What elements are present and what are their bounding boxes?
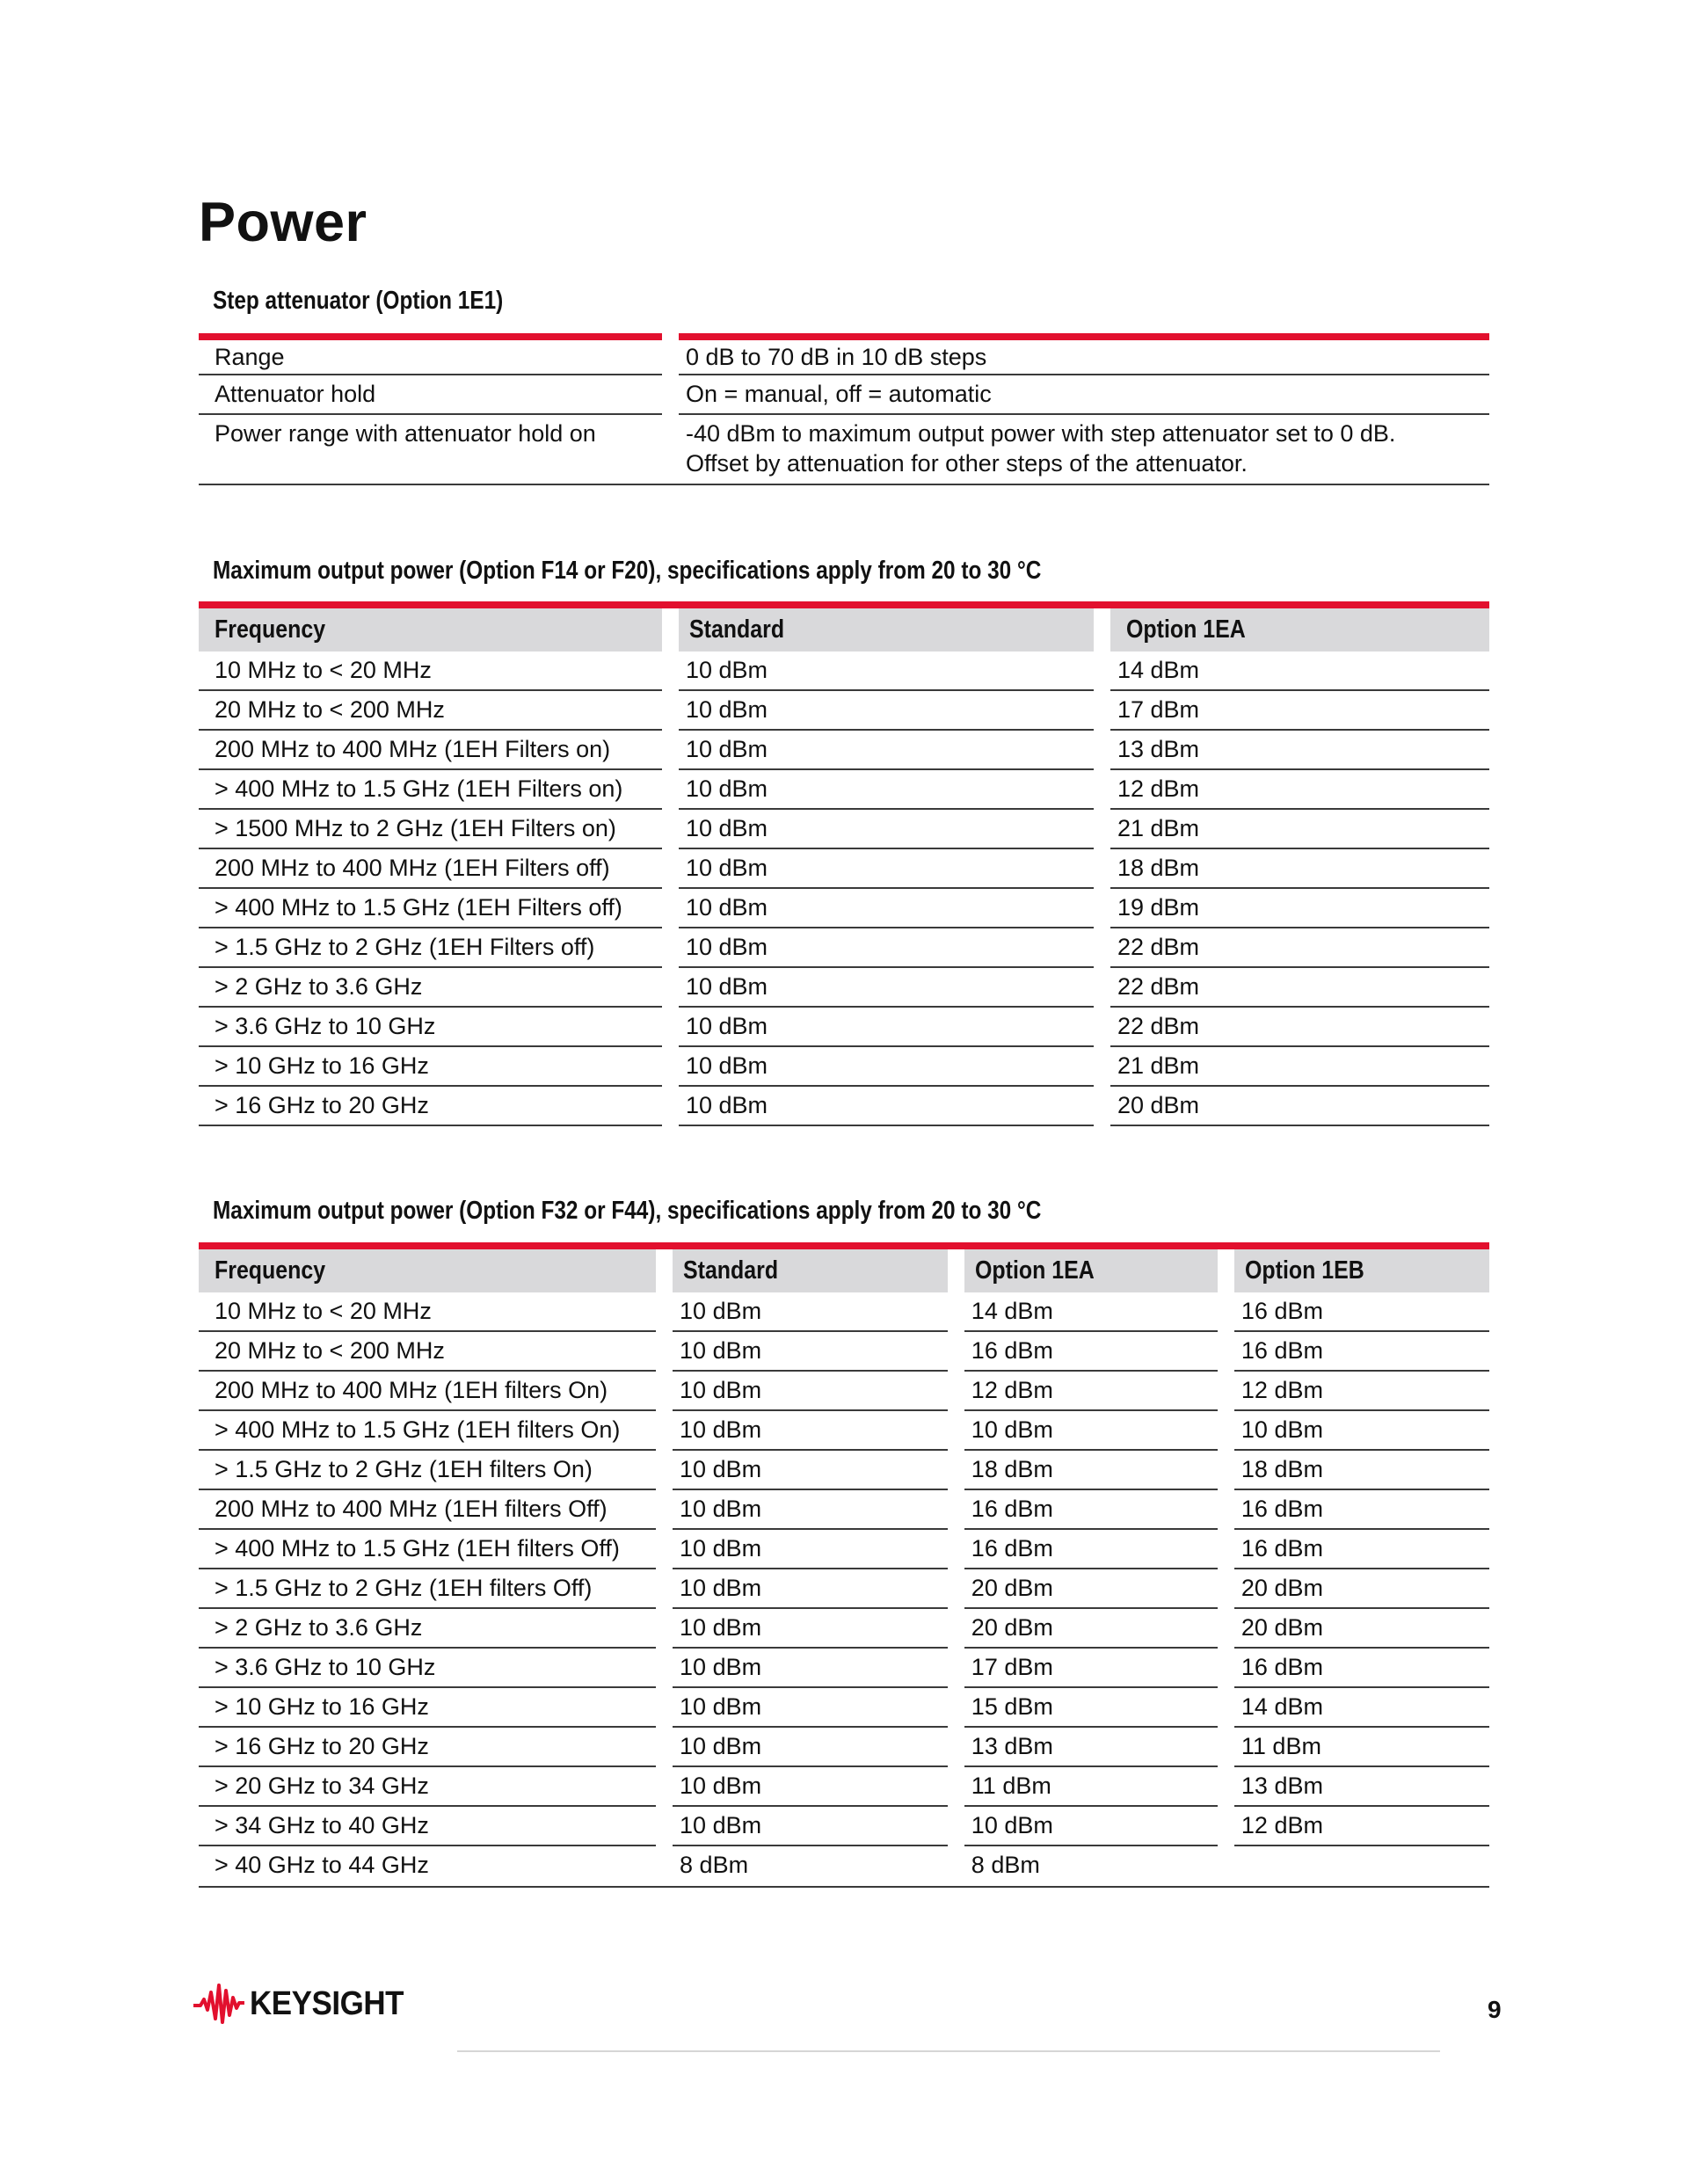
power-value-cell: 17 dBm [1110, 691, 1489, 731]
power-value-cell: 16 dBm [1234, 1649, 1489, 1688]
table-row [199, 1087, 1489, 1126]
power-value-cell: 10 dBm [679, 1087, 1094, 1126]
max-power-f14-f20-caption: Maximum output power (Option F14 or F20), specifications apply from 20 to 30 °C [213, 557, 1042, 585]
table-accent-bar [199, 333, 1489, 340]
power-value-cell: 10 dBm [679, 810, 1094, 849]
power-value-cell: 14 dBm [964, 1292, 1218, 1332]
page-title: Power [199, 192, 367, 253]
frequency-cell: > 2 GHz to 3.6 GHz [199, 1609, 656, 1649]
power-value-cell: 8 dBm [971, 1852, 1040, 1878]
power-value-cell: 14 dBm [1234, 1688, 1489, 1728]
power-value-cell: 16 dBm [1234, 1292, 1489, 1332]
power-value-cell: 10 dBm [679, 691, 1094, 731]
power-value-cell: 18 dBm [964, 1451, 1218, 1490]
table-row [199, 1451, 1489, 1490]
table-row [199, 1569, 1489, 1609]
frequency-cell: > 3.6 GHz to 10 GHz [199, 1008, 662, 1047]
power-value-cell: 18 dBm [1234, 1451, 1489, 1490]
power-value-cell: 10 dBm [679, 928, 1094, 968]
frequency-cell: 20 MHz to < 200 MHz [199, 691, 662, 731]
frequency-cell: > 34 GHz to 40 GHz [199, 1807, 656, 1846]
table-row [199, 1332, 1489, 1372]
power-value-cell: 11 dBm [1234, 1728, 1489, 1767]
power-value-cell: 10 dBm [673, 1332, 948, 1372]
table-row [199, 1609, 1489, 1649]
frequency-cell: > 16 GHz to 20 GHz [199, 1728, 656, 1767]
frequency-cell: > 400 MHz to 1.5 GHz (1EH Filters on) [199, 770, 662, 810]
frequency-cell: > 20 GHz to 34 GHz [199, 1767, 656, 1807]
table-row [199, 340, 1489, 375]
power-value-cell: 10 dBm [679, 1047, 1094, 1087]
table-row [199, 968, 1489, 1008]
frequency-cell: > 400 MHz to 1.5 GHz (1EH Filters off) [199, 889, 662, 928]
frequency-cell: > 10 GHz to 16 GHz [199, 1688, 656, 1728]
power-value-cell: 16 dBm [964, 1332, 1218, 1372]
power-value-cell: 16 dBm [1234, 1332, 1489, 1372]
power-value-cell: 16 dBm [1234, 1490, 1489, 1530]
row-label: Attenuator hold [199, 375, 662, 415]
power-value-cell: 10 dBm [673, 1490, 948, 1530]
brand-name: KEYSIGHT [250, 1984, 404, 2022]
table-row [199, 889, 1489, 928]
row-value-line-2: Offset by attenuation for other steps of the attenuator. [686, 450, 1248, 477]
table-row [199, 849, 1489, 889]
power-value-cell: 10 dBm [673, 1649, 948, 1688]
power-value-cell: 10 dBm [673, 1688, 948, 1728]
row-value [679, 415, 1489, 484]
power-value-cell: 10 dBm [673, 1767, 948, 1807]
power-value-cell: 13 dBm [1234, 1767, 1489, 1807]
power-value-cell: 10 dBm [679, 849, 1094, 889]
power-value-cell: 15 dBm [964, 1688, 1218, 1728]
table-body [199, 652, 1489, 1126]
footer-divider [457, 2050, 1440, 2052]
frequency-cell: > 1500 MHz to 2 GHz (1EH Filters on) [199, 810, 662, 849]
frequency-cell: > 400 MHz to 1.5 GHz (1EH filters Off) [199, 1530, 656, 1569]
frequency-cell: > 1.5 GHz to 2 GHz (1EH filters On) [199, 1451, 656, 1490]
power-value-cell [1234, 1846, 1489, 1886]
table-row [199, 375, 1489, 415]
frequency-cell: > 1.5 GHz to 2 GHz (1EH Filters off) [199, 928, 662, 968]
power-value-cell: 10 dBm [679, 731, 1094, 770]
table-row [199, 415, 1489, 485]
table-row [199, 810, 1489, 849]
column-header-standard: Standard [673, 1249, 948, 1292]
column-header-frequency: Frequency [199, 608, 662, 652]
table-row [199, 1767, 1489, 1807]
power-value-cell: 20 dBm [964, 1569, 1218, 1609]
power-value-cell: 12 dBm [964, 1372, 1218, 1411]
column-header-frequency: Frequency [199, 1249, 656, 1292]
power-value-cell: 22 dBm [1110, 928, 1489, 968]
power-value-cell: 14 dBm [1110, 652, 1489, 691]
table-row [199, 1490, 1489, 1530]
table-row [199, 1649, 1489, 1688]
power-value-cell: 20 dBm [1234, 1609, 1489, 1649]
step-attenuator-table [199, 333, 1489, 485]
frequency-cell: > 2 GHz to 3.6 GHz [199, 968, 662, 1008]
power-value-cell: 22 dBm [1110, 1008, 1489, 1047]
power-value-cell: 10 dBm [673, 1292, 948, 1332]
table-row [199, 1047, 1489, 1087]
row-value-line-1: -40 dBm to maximum output power with step attenuator set to 0 dB. [686, 420, 1396, 447]
frequency-cell: > 3.6 GHz to 10 GHz [199, 1649, 656, 1688]
power-value-cell: 21 dBm [1110, 1047, 1489, 1087]
power-value-cell: 10 dBm [673, 1530, 948, 1569]
power-value-cell: 10 dBm [673, 1451, 948, 1490]
table-row [199, 652, 1489, 691]
power-value-cell: 10 dBm [673, 1411, 948, 1451]
power-value-cell: 19 dBm [1110, 889, 1489, 928]
frequency-cell: 200 MHz to 400 MHz (1EH filters Off) [199, 1490, 656, 1530]
table-row [199, 1846, 1489, 1888]
power-value-cell: 21 dBm [1110, 810, 1489, 849]
table-row [199, 1530, 1489, 1569]
table-body [199, 1292, 1489, 1888]
power-value-cell: 10 dBm [673, 1807, 948, 1846]
table-row [199, 1807, 1489, 1846]
power-value-cell: 10 dBm [679, 889, 1094, 928]
column-header-option-1eb: Option 1EB [1234, 1249, 1489, 1292]
frequency-cell: > 1.5 GHz to 2 GHz (1EH filters Off) [199, 1569, 656, 1609]
frequency-cell: 200 MHz to 400 MHz (1EH Filters on) [199, 731, 662, 770]
table-row [199, 1688, 1489, 1728]
power-value-cell: 13 dBm [964, 1728, 1218, 1767]
column-header-standard: Standard [679, 608, 1094, 652]
frequency-cell: 10 MHz to < 20 MHz [199, 1292, 656, 1332]
table-row [199, 691, 1489, 731]
power-value-cell: 10 dBm [673, 1728, 948, 1767]
power-value-cell: 10 dBm [673, 1569, 948, 1609]
step-attenuator-caption: Step attenuator (Option 1E1) [213, 287, 504, 315]
power-value-cell: 10 dBm [679, 652, 1094, 691]
table-row [199, 928, 1489, 968]
power-value-cell: 10 dBm [673, 1372, 948, 1411]
power-value-cell: 16 dBm [964, 1530, 1218, 1569]
frequency-cell: > 16 GHz to 20 GHz [199, 1087, 662, 1126]
column-header-option-1ea: Option 1EA [1110, 608, 1489, 652]
table-row [199, 731, 1489, 770]
power-value-cell: 11 dBm [964, 1767, 1218, 1807]
row-label: Power range with attenuator hold on [215, 420, 596, 447]
table-row [199, 1372, 1489, 1411]
power-value-cell: 10 dBm [679, 1008, 1094, 1047]
power-value-cell: 20 dBm [1110, 1087, 1489, 1126]
power-value-cell: 8 dBm [680, 1852, 749, 1878]
frequency-cell: 10 MHz to < 20 MHz [199, 652, 662, 691]
row-label: Range [199, 340, 662, 375]
power-value-cell: 20 dBm [1234, 1569, 1489, 1609]
power-value-cell: 12 dBm [1110, 770, 1489, 810]
power-value-cell: 22 dBm [1110, 968, 1489, 1008]
power-value-cell: 10 dBm [673, 1609, 948, 1649]
column-header-option-1ea: Option 1EA [964, 1249, 1218, 1292]
table-row [199, 1411, 1489, 1451]
page-number: 9 [1488, 1996, 1502, 2023]
frequency-cell: > 400 MHz to 1.5 GHz (1EH filters On) [199, 1411, 656, 1451]
table-row [199, 1008, 1489, 1047]
frequency-cell: > 10 GHz to 16 GHz [199, 1047, 662, 1087]
table-accent-bar [199, 1242, 1489, 1249]
max-power-f32-f44-caption: Maximum output power (Option F32 or F44), specifications apply from 20 to 30 °C [213, 1197, 1042, 1225]
power-value-cell: 18 dBm [1110, 849, 1489, 889]
table-row [199, 770, 1489, 810]
table-row [199, 1292, 1489, 1332]
power-value-cell: 10 dBm [964, 1411, 1218, 1451]
frequency-cell: 200 MHz to 400 MHz (1EH Filters off) [199, 849, 662, 889]
power-value-cell: 12 dBm [1234, 1372, 1489, 1411]
power-value-cell: 10 dBm [679, 968, 1094, 1008]
power-value-cell: 16 dBm [964, 1490, 1218, 1530]
power-value-cell: 13 dBm [1110, 731, 1489, 770]
keysight-logo [193, 1984, 417, 2024]
row-value: 0 dB to 70 dB in 10 dB steps [679, 340, 1489, 375]
power-value-cell: 10 dBm [964, 1807, 1218, 1846]
power-value-cell: 10 dBm [679, 770, 1094, 810]
frequency-cell: 20 MHz to < 200 MHz [199, 1332, 656, 1372]
max-power-f32-f44-table [199, 1242, 1489, 1888]
table-accent-bar [199, 601, 1489, 608]
frequency-cell: > 40 GHz to 44 GHz [215, 1852, 429, 1878]
power-value-cell: 12 dBm [1234, 1807, 1489, 1846]
power-value-cell: 17 dBm [964, 1649, 1218, 1688]
max-power-f14-f20-table [199, 601, 1489, 1126]
frequency-cell: 200 MHz to 400 MHz (1EH filters On) [199, 1372, 656, 1411]
row-value: On = manual, off = automatic [679, 375, 1489, 415]
table-row [199, 1728, 1489, 1767]
table-header-row [199, 1249, 1489, 1292]
keysight-wave-logo-icon [193, 1984, 244, 2024]
power-value-cell: 20 dBm [964, 1609, 1218, 1649]
table-header-row [199, 608, 1489, 652]
power-value-cell: 10 dBm [1234, 1411, 1489, 1451]
power-value-cell: 16 dBm [1234, 1530, 1489, 1569]
